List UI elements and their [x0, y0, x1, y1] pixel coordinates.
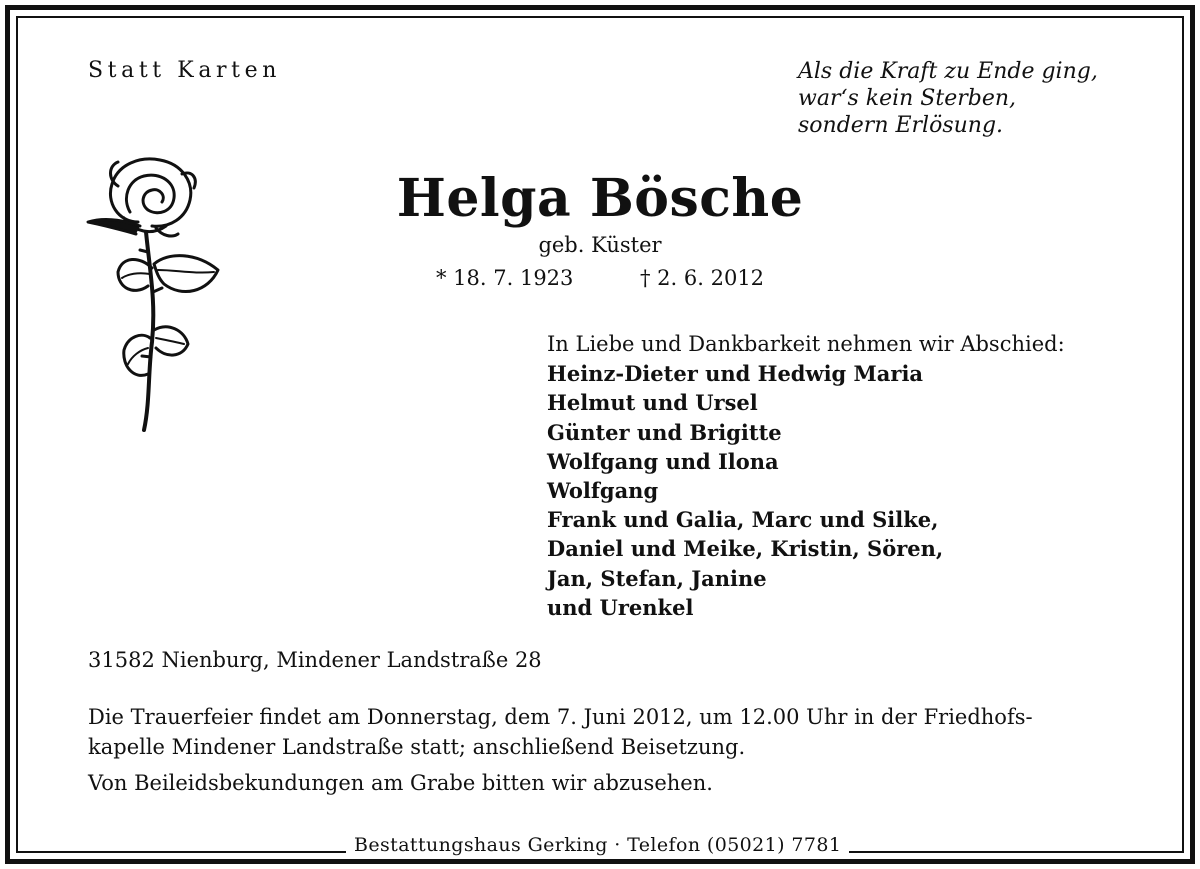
funeral-notice-line: kapelle Mindener Landstraße statt; anschließend Beisetzung.: [88, 735, 746, 759]
funeral-home-footer: Bestattungshaus Gerking · Telefon (05021) 7781: [346, 834, 849, 856]
maiden-name: geb. Küster: [538, 233, 662, 257]
verse-quote: [798, 58, 1098, 139]
mourner-name: Helmut und Ursel: [547, 390, 758, 416]
funeral-notice: [88, 702, 1033, 762]
mourner-name: Jan, Stefan, Janine: [547, 565, 767, 591]
mourner-name: Frank und Galia, Marc und Silke,: [547, 507, 939, 533]
rose-icon: [78, 152, 230, 434]
mourner-name: Wolfgang und Ilona: [547, 448, 779, 474]
verse-line: Als die Kraft zu Ende ging,: [798, 59, 1098, 84]
mourner-name: Daniel und Meike, Kristin, Sören,: [547, 536, 944, 562]
funeral-notice-line: Die Trauerfeier findet am Donnerstag, dem 7. Juni 2012, um 12.00 Uhr in der Friedhofs-: [88, 705, 1033, 729]
mourner-name: Wolfgang: [547, 478, 659, 504]
condolence-note: Von Beileidsbekundungen am Grabe bitten wir abzusehen.: [88, 771, 713, 795]
birth-date: * 18. 7. 1923: [436, 266, 574, 290]
mourner-name: und Urenkel: [547, 594, 694, 620]
verse-line: war‘s kein Sterben,: [798, 86, 1017, 111]
mourners-block: [547, 330, 1065, 622]
address-line: 31582 Nienburg, Mindener Landstraße 28: [88, 648, 542, 672]
mourner-name: Günter und Brigitte: [547, 419, 782, 445]
verse-line: sondern Erlösung.: [798, 113, 1004, 138]
death-date: † 2. 6. 2012: [640, 266, 765, 290]
mourners-intro: In Liebe und Dankbarkeit nehmen wir Abschied:: [547, 332, 1065, 356]
deceased-name: Helga Bösche: [396, 168, 804, 229]
mourner-name: Heinz-Dieter und Hedwig Maria: [547, 361, 924, 387]
statt-karten-label: Statt Karten: [88, 58, 282, 83]
